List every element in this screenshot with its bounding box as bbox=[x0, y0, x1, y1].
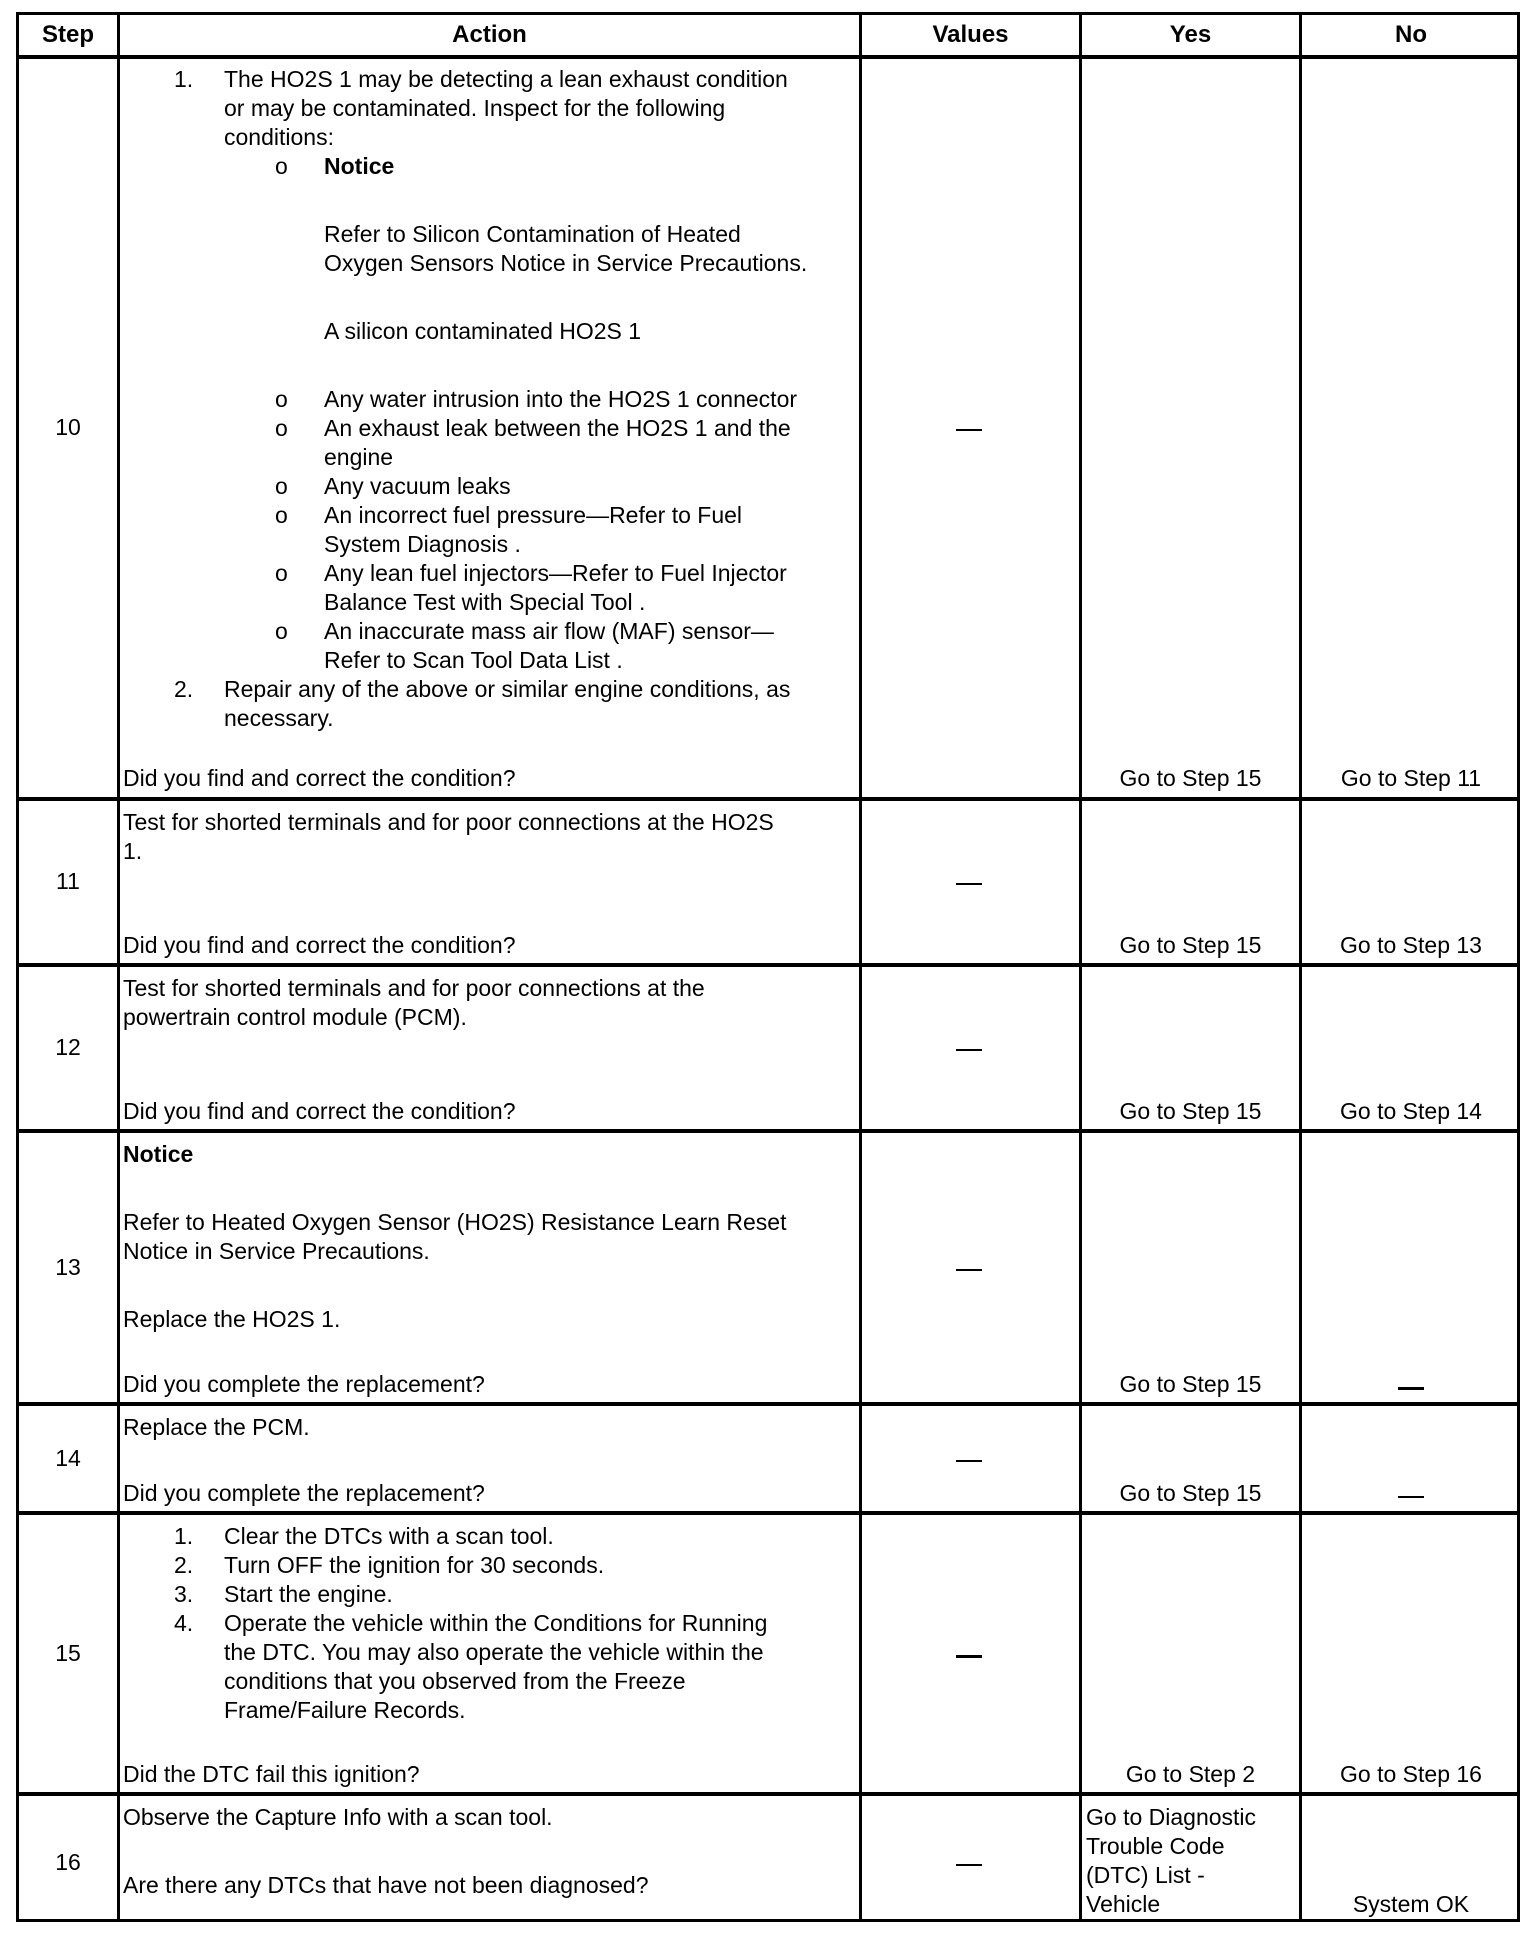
yes-cell: Trouble Code bbox=[1086, 1833, 1225, 1859]
row-divider bbox=[19, 963, 1517, 967]
action-text: necessary. bbox=[224, 705, 334, 731]
bullet: o bbox=[275, 618, 288, 644]
action-text: An incorrect fuel pressure—Refer to Fuel bbox=[324, 502, 743, 528]
notice-text: Oxygen Sensors Notice in Service Precautions. bbox=[324, 250, 808, 276]
no-cell: Go to Step 11 bbox=[1340, 765, 1482, 791]
no-cell: Go to Step 16 bbox=[1340, 1761, 1482, 1787]
action-text: Any water intrusion into the HO2S 1 connector bbox=[324, 386, 798, 412]
notice-text: Notice in Service Precautions. bbox=[123, 1238, 430, 1264]
values-dash bbox=[956, 1655, 982, 1658]
list-number: 1. bbox=[174, 66, 194, 92]
action-text: 1. bbox=[123, 838, 143, 864]
header-no: No bbox=[1395, 21, 1427, 48]
column-divider bbox=[117, 15, 120, 1919]
yes-cell: (DTC) List - bbox=[1086, 1862, 1205, 1888]
row-divider bbox=[19, 1129, 1517, 1133]
step-number: 13 bbox=[55, 1254, 81, 1280]
action-text: Clear the DTCs with a scan tool. bbox=[224, 1523, 554, 1549]
list-number: 4. bbox=[174, 1610, 194, 1636]
question-text: Are there any DTCs that have not been diagnosed? bbox=[123, 1872, 649, 1898]
row-divider bbox=[19, 1402, 1517, 1406]
list-number: 2. bbox=[174, 1552, 194, 1578]
values-dash bbox=[956, 1460, 982, 1462]
bullet: o bbox=[275, 473, 288, 499]
action-text: conditions that you observed from the Freeze bbox=[224, 1668, 686, 1694]
action-text: The HO2S 1 may be detecting a lean exhaust condition bbox=[224, 66, 788, 92]
yes-cell: Go to Step 15 bbox=[1119, 1098, 1262, 1124]
header-yes: Yes bbox=[1169, 21, 1212, 48]
notice-text: Refer to Silicon Contamination of Heated bbox=[324, 221, 741, 247]
action-text: Test for shorted terminals and for poor connections at the bbox=[123, 975, 705, 1001]
action-text: Test for shorted terminals and for poor connections at the HO2S bbox=[123, 809, 774, 835]
notice-heading: Notice bbox=[324, 153, 395, 179]
question-text: Did you find and correct the condition? bbox=[123, 932, 516, 958]
no-cell: Go to Step 13 bbox=[1340, 932, 1482, 958]
yes-cell: Go to Diagnostic bbox=[1086, 1804, 1257, 1830]
no-dash bbox=[1398, 1496, 1424, 1498]
step-number: 11 bbox=[56, 868, 80, 894]
action-text: the DTC. You may also operate the vehicle within the bbox=[224, 1639, 764, 1665]
action-text: An exhaust leak between the HO2S 1 and the bbox=[324, 415, 791, 441]
step-number: 14 bbox=[55, 1445, 81, 1471]
question-text: Did the DTC fail this ignition? bbox=[123, 1761, 420, 1787]
header-step: Step bbox=[41, 21, 94, 48]
values-dash bbox=[956, 1269, 982, 1271]
values-dash bbox=[956, 429, 982, 431]
action-text: Replace the HO2S 1. bbox=[123, 1306, 341, 1332]
bullet: o bbox=[275, 153, 288, 179]
row-divider bbox=[19, 55, 1517, 59]
action-text: Frame/Failure Records. bbox=[224, 1697, 466, 1723]
yes-cell: Go to Step 15 bbox=[1119, 765, 1262, 791]
action-text: powertrain control module (PCM). bbox=[123, 1004, 467, 1030]
question-text: Did you complete the replacement? bbox=[123, 1371, 485, 1397]
diagnostic-table bbox=[16, 12, 1520, 1922]
row-divider bbox=[19, 797, 1517, 801]
yes-cell: Go to Step 15 bbox=[1119, 932, 1262, 958]
step-number: 16 bbox=[55, 1849, 81, 1875]
action-text: or may be contaminated. Inspect for the following bbox=[224, 95, 726, 121]
yes-cell: Go to Step 15 bbox=[1119, 1480, 1262, 1506]
header-action: Action bbox=[452, 21, 527, 48]
notice-text: Refer to Heated Oxygen Sensor (HO2S) Resistance Learn Reset bbox=[123, 1209, 787, 1235]
yes-cell: Vehicle bbox=[1086, 1891, 1161, 1917]
action-text: engine bbox=[324, 444, 394, 470]
action-text: Start the engine. bbox=[224, 1581, 393, 1607]
bullet: o bbox=[275, 415, 288, 441]
step-number: 15 bbox=[55, 1640, 81, 1666]
values-dash bbox=[956, 1049, 982, 1051]
row-divider bbox=[19, 1792, 1517, 1796]
question-text: Did you complete the replacement? bbox=[123, 1480, 485, 1506]
step-number: 10 bbox=[55, 414, 81, 440]
action-text: Balance Test with Special Tool . bbox=[324, 589, 646, 615]
no-cell: Go to Step 14 bbox=[1340, 1098, 1482, 1124]
no-cell: System OK bbox=[1352, 1891, 1470, 1917]
action-text: Observe the Capture Info with a scan tool. bbox=[123, 1804, 553, 1830]
row-divider bbox=[19, 1511, 1517, 1515]
notice-heading: Notice bbox=[123, 1141, 194, 1167]
no-dash bbox=[1398, 1387, 1424, 1390]
action-text: conditions: bbox=[224, 124, 334, 150]
question-text: Did you find and correct the condition? bbox=[123, 765, 516, 791]
values-dash bbox=[956, 883, 982, 885]
action-text: Refer to Scan Tool Data List . bbox=[324, 647, 623, 673]
action-text: Replace the PCM. bbox=[123, 1414, 310, 1440]
yes-cell: Go to Step 2 bbox=[1125, 1761, 1256, 1787]
action-text: A silicon contaminated HO2S 1 bbox=[324, 318, 642, 344]
list-number: 3. bbox=[174, 1581, 194, 1607]
action-text: Repair any of the above or similar engine conditions, as bbox=[224, 676, 791, 702]
question-text: Did you find and correct the condition? bbox=[123, 1098, 516, 1124]
column-divider bbox=[1079, 15, 1082, 1919]
column-divider bbox=[1299, 15, 1302, 1919]
values-dash bbox=[956, 1864, 982, 1866]
list-number: 1. bbox=[174, 1523, 194, 1549]
header-values: Values bbox=[932, 21, 1009, 48]
action-text: An inaccurate mass air flow (MAF) sensor— bbox=[324, 618, 774, 644]
bullet: o bbox=[275, 560, 288, 586]
step-number: 12 bbox=[55, 1034, 81, 1060]
action-text: Any lean fuel injectors—Refer to Fuel Injector bbox=[324, 560, 787, 586]
bullet: o bbox=[275, 386, 288, 412]
action-text: Operate the vehicle within the Conditions for Running bbox=[224, 1610, 768, 1636]
bullet: o bbox=[275, 502, 288, 528]
column-divider bbox=[859, 15, 862, 1919]
action-text: Turn OFF the ignition for 30 seconds. bbox=[224, 1552, 605, 1578]
list-number: 2. bbox=[174, 676, 194, 702]
action-text: System Diagnosis . bbox=[324, 531, 521, 557]
yes-cell: Go to Step 15 bbox=[1119, 1371, 1262, 1397]
action-text: Any vacuum leaks bbox=[324, 473, 511, 499]
